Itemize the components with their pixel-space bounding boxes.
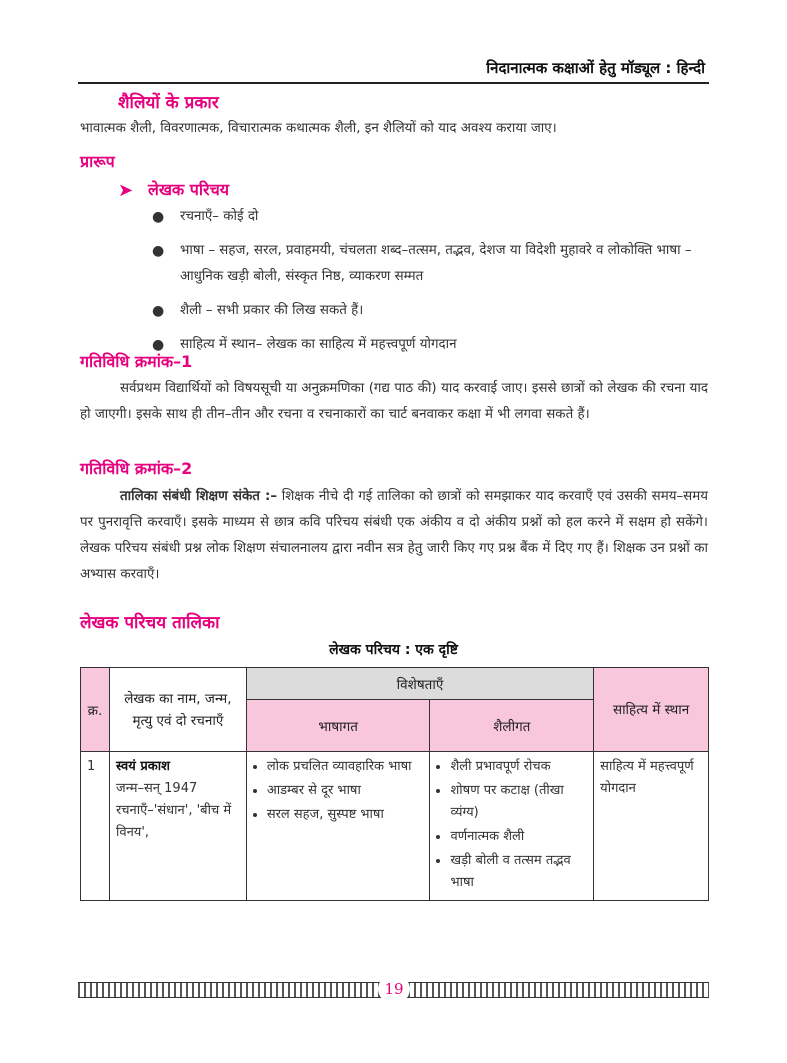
col-serial-header: क्र. bbox=[81, 668, 110, 752]
list-item-text: शैली – सभी प्रकार की लिख सकते हैं। bbox=[180, 303, 364, 318]
list-item: • शैली प्रभावपूर्ण रोचक bbox=[450, 756, 587, 778]
list-item bbox=[152, 204, 712, 230]
list-item: • सरल सहज, सुस्पष्ट भाषा bbox=[267, 804, 424, 826]
col-style-header: शैलीगत bbox=[430, 700, 594, 752]
cell-language bbox=[246, 752, 430, 901]
styles-paragraph: भावात्मक शैली, विवरणात्मक, विचारात्मक कथात्मक शैली, इन शैलियों को याद अवश्य कराया जाए। bbox=[80, 121, 557, 136]
table-row bbox=[81, 752, 709, 901]
heading-prarup: प्रारूप bbox=[80, 152, 115, 171]
bullet-icon: ● bbox=[152, 303, 165, 319]
col-language-header: भाषागत bbox=[246, 700, 430, 752]
list-item bbox=[152, 238, 712, 290]
activity-2-lead: तालिका संबंधी शिक्षण संकेत :– bbox=[120, 489, 278, 504]
arrow-bullet-icon: ➤ bbox=[118, 180, 134, 201]
heading-activity-2: गतिविधि क्रमांक–2 bbox=[80, 459, 193, 478]
bullet-icon: ● bbox=[152, 243, 165, 259]
list-item: • आडम्बर से दूर भाषा bbox=[267, 780, 424, 802]
list-item bbox=[152, 298, 712, 324]
heading-author-intro: लेखक परिचय bbox=[148, 180, 230, 199]
prarup-list bbox=[152, 204, 712, 366]
author-table bbox=[80, 667, 709, 901]
list-item bbox=[152, 332, 712, 358]
list-item: • वर्णनात्मक शैली bbox=[450, 826, 587, 848]
col-author-header: लेखक का नाम, जन्म, मृत्यु एवं दो रचनाएँ bbox=[109, 668, 246, 752]
activity-2-paragraph bbox=[80, 484, 708, 588]
heading-table-section: लेखक परिचय तालिका bbox=[80, 613, 220, 633]
page-number: 19 bbox=[378, 975, 410, 1003]
cell-author bbox=[109, 752, 246, 901]
cell-style bbox=[430, 752, 594, 901]
cell-place: साहित्य में महत्त्वपूर्ण योगदान bbox=[594, 752, 709, 901]
heading-activity-1: गतिविधि क्रमांक–1 bbox=[80, 352, 193, 371]
list-item-text: भाषा – सहज, सरल, प्रवाहमयी, चंचलता शब्द–तत्सम, तद्भव, देशज या विदेशी मुहावरे व लोकोक्ति भाषा – आधुनिक खड़ी बोली, संस्कृत निष्ठ, व्याकरण सम्मत bbox=[180, 243, 692, 284]
col-place-header: साहित्य में स्थान bbox=[594, 668, 709, 752]
table-caption: लेखक परिचय : एक दृष्टि bbox=[329, 642, 458, 658]
header-divider bbox=[78, 82, 709, 84]
list-item-text: रचनाएँ– कोई दो bbox=[180, 209, 259, 224]
list-item-text: साहित्य में स्थान– लेखक का साहित्य में महत्त्वपूर्ण योगदान bbox=[180, 337, 457, 352]
activity-2-text: शिक्षक नीचे दी गई तालिका को छात्रों को समझाकर याद करवाएँ एवं उसकी समय–समय पर पुनरावृत्ति करवाएँ। इसके माध्यम से छात्र कवि परिचय संबंधी एक अंकीय व दो अंकीय प्रश्नों को हल करने में सक्षम हो सकेंगे। लेखक परिचय संबंधी प्रश्न लोक शिक्षण संचालनालय द्वारा नवीन सत्र हेतु जारी किए गए प्रश्न बैंक में दिए गए हैं। शिक्षक उन प्रश्नों का अभ्यास करवाएँ। bbox=[80, 489, 708, 582]
module-title: निदानात्मक कक्षाओं हेतु मॉड्यूल : हिन्दी bbox=[486, 59, 705, 77]
author-works: रचनाएँ–'संधान', 'बीच में विनय', bbox=[115, 803, 232, 840]
col-features-header: विशेषताएँ bbox=[246, 668, 593, 700]
author-name: स्वयं प्रकाश bbox=[115, 759, 170, 774]
list-item: • लोक प्रचलित व्यावहारिक भाषा bbox=[267, 756, 424, 778]
cell-serial: 1 bbox=[81, 752, 110, 901]
list-item: • शोषण पर कटाक्ष (तीखा व्यंग्य) bbox=[450, 780, 587, 824]
heading-styles: शैलियों के प्रकार bbox=[118, 93, 219, 113]
bullet-icon: ● bbox=[152, 209, 165, 225]
activity-1-paragraph: सर्वप्रथम विद्यार्थियों को विषयसूची या अनुक्रमणिका (गद्य पाठ की) याद करवाई जाए। इससे छात्रों को लेखक की रचना याद हो जाएगी। इसके साथ ही तीन–तीन और रचना व रचनाकारों का चार्ट बनवाकर कक्षा में भी लगवा सकते हैं। bbox=[80, 381, 708, 422]
list-item: • खड़ी बोली व तत्सम तद्भव भाषा bbox=[450, 850, 587, 894]
bullet-icon: ● bbox=[152, 337, 165, 353]
author-birth: जन्म–सन् 1947 bbox=[115, 781, 198, 796]
